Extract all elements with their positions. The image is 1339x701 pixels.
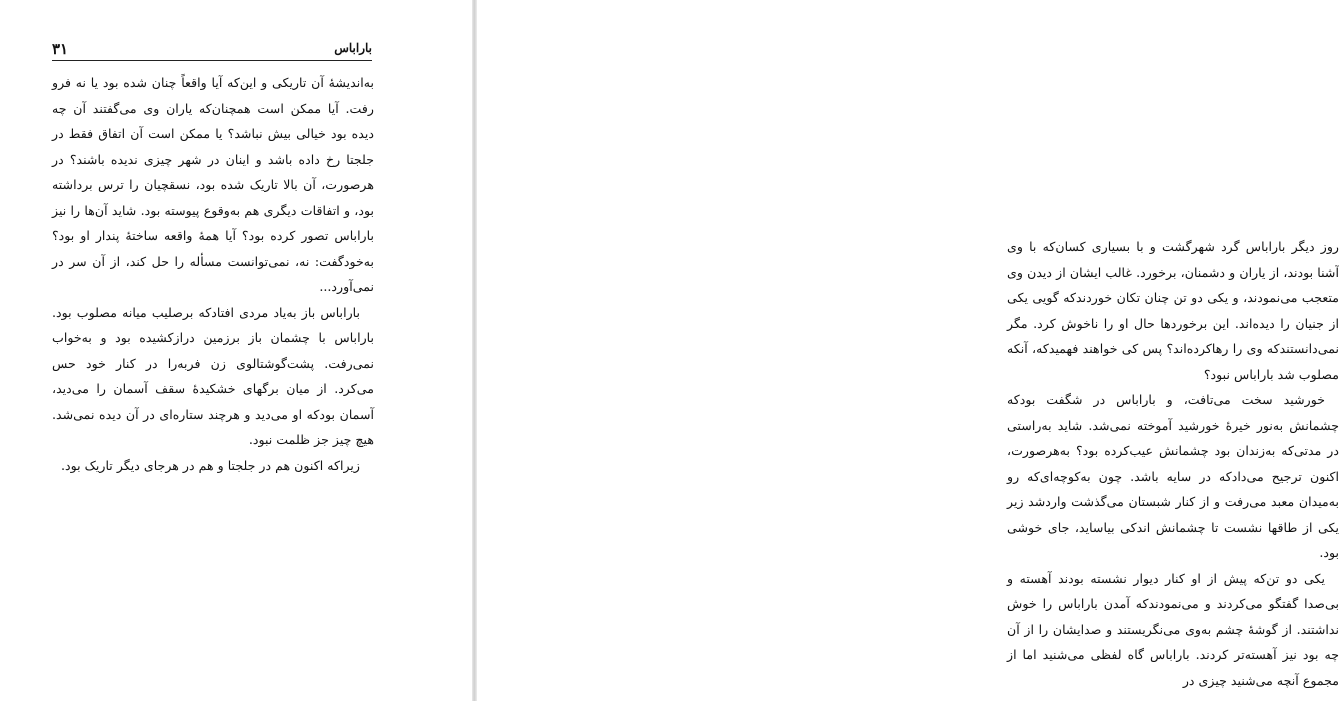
paragraph: یکی دو تن‌که پیش از او کنار دیوار نشسته بودند آهسته و بی‌صدا گفتگو می‌کردند و می‌نمودندکه آمدن باراباس را خوش نداشتند. از گوشهٔ چشم به‌وی می‌نگریستند و صدایشان را از آن چه بود نیز آهسته‌تر کردند. باراباس گاه لفظی می‌شنید اما از مجموع آنچه می‌شنید چیزی در bbox=[1007, 570, 1339, 688]
paragraph: روز دیگر باراباس گرد شهرگشت و با بسیاری کسان‌که با وی آشنا بودند، از یاران و دشمنان، برخورد. غالب ایشان از دیدن وی متعجب می‌نمودند، و یکی دو تن چنان تکان خوردندکه گویی یکی از جنیان را دیده‌اند. این برخوردها حال او را ناخوش کرد. مگر نمی‌دانستندکه وی را رهاکرده‌اند؟ پس کی خواهند فهمیدکه، آنکه مصلوب شد باراباس نبود؟ bbox=[1007, 239, 1339, 382]
left-page-body bbox=[52, 70, 374, 478]
right-page bbox=[477, 0, 1339, 701]
page-number: ۳۱ bbox=[52, 40, 69, 58]
running-head bbox=[52, 38, 372, 61]
paragraph: باراباس باز به‌یاد مردی افتادکه برصلیب میانه مصلوب بود. باراباس با چشمان باز برزمین درازکشیده بود و به‌خواب نمی‌رفت. پشت‌گوشتالوی زن فربه‌را در کنار خود حس می‌کرد. از میان برگهای خشکیدهٔ سقف آسمان را می‌دید، آسمان بودکه او می‌دید و هرچند ستاره‌ای در آن دیده نمی‌شد. هیچ چیز جز ظلمت نبود. bbox=[52, 304, 374, 447]
paragraph: خورشید سخت می‌تافت، و باراباس در شگفت بودکه چشمانش به‌نور خیرهٔ خورشید آموخته نمی‌شد. شاید به‌راستی در مدتی‌که به‌زندان بود چشمانش عیب‌کرده بود؟ به‌هرصورت، اکنون ترجیح می‌دادکه در سایه باشد. چون به‌کوچه‌ای‌که رو به‌میدان معبد می‌رفت و از کنار شبستان می‌گذشت واردشد زیر یکی از طاقها نشست تا چشمانش اندکی بیاساید، جای خوشی بود. bbox=[1007, 392, 1339, 560]
right-page-body bbox=[1007, 234, 1339, 693]
paragraph: به‌اندیشهٔ آن تاریکی و این‌که آیا واقعاً چنان شده بود یا نه فرو رفت. آیا ممکن است همچنان‌که یاران وی می‌گفتند آن چه دیده بود خیالی بیش نباشد؟ یا ممکن است آن اتفاق فقط در جلجتا رخ داده باشد و اینان در شهر چیزی ندیده باشند؟ در هرصورت، آن بالا تاریک شده بود، نسقچیان را ترس برداشته بود، و اتفاقات دیگری هم به‌وقوع پیوسته بود. شاید آن‌ها را نیز باراباس تصور کرده بود؟ آیا همهٔ واقعه ساختهٔ پندار او بود؟ به‌خودگفت: نه، نمی‌توانست مسأله را حل کند، از آن سر در نمی‌آورد... bbox=[52, 75, 374, 294]
paragraph: زیراکه اکنون هم در جلجتا و هم در هرجای دیگر تاریک بود. bbox=[60, 457, 360, 473]
left-page bbox=[0, 0, 472, 701]
running-title: باراباس bbox=[334, 41, 372, 55]
